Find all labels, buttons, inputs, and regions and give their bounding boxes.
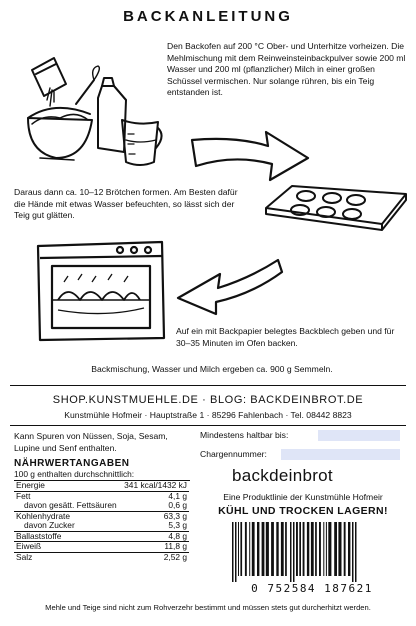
nutrient-label: davon Zucker — [24, 520, 75, 530]
nutrient-value: 4,1 g — [121, 491, 189, 501]
nutrition-title: NÄHRWERTANGABEN — [14, 458, 130, 469]
barcode-bar — [323, 522, 324, 576]
barcode-bar — [348, 522, 350, 576]
barcode-bar — [326, 522, 327, 576]
brand-logo: backdeinbrot — [232, 466, 333, 485]
arrow-left-icon — [166, 248, 286, 318]
best-before-label: Mindestens haltbar bis: — [200, 430, 289, 440]
barcode-bar — [238, 522, 239, 576]
barcode-bar — [252, 522, 255, 576]
barcode-bar — [266, 522, 269, 576]
barcode-bar — [249, 522, 250, 576]
barcode-bar — [299, 522, 301, 576]
barcode-bar — [334, 522, 337, 576]
nutrient-label: Ballaststoffe — [14, 531, 121, 542]
barcode — [228, 522, 398, 582]
baking-tray-illustration — [250, 180, 410, 240]
nutrition-table — [14, 481, 189, 562]
divider — [10, 425, 406, 426]
footer-note: Mehle und Teige sind nicht zum Rohverzehr bestimmt und müssen stets gut durcherhitzt werden. — [45, 603, 371, 612]
mixing-illustration — [14, 40, 164, 175]
nutrient-value: 0,6 g — [168, 500, 187, 510]
nutrient-label: Fett — [14, 491, 121, 501]
barcode-bar — [307, 522, 309, 576]
barcode-bar — [271, 522, 274, 576]
divider — [10, 385, 406, 386]
barcode-bar — [262, 522, 265, 576]
nutrition-row — [14, 481, 189, 491]
nutrient-value: 63,3 g — [121, 511, 189, 521]
barcode-bar — [285, 522, 287, 576]
nutrition-row — [14, 552, 189, 562]
nutrition-row — [14, 531, 189, 542]
batch-field[interactable] — [281, 449, 400, 460]
barcode-bar — [315, 522, 317, 576]
barcode-bar — [281, 522, 284, 576]
nutrient-value: 5,3 g — [168, 520, 187, 530]
storage-note: KÜHL UND TROCKEN LAGERN! — [218, 505, 388, 517]
nutrient-label: Kohlenhydrate — [14, 511, 121, 521]
brand-tagline: Eine Produktlinie der Kunstmühle Hofmeir — [223, 492, 383, 502]
barcode-bar — [338, 522, 341, 576]
barcode-bar — [311, 522, 314, 576]
nutrition-row — [14, 501, 189, 511]
batch-label: Chargennummer: — [200, 449, 267, 459]
nutrition-row — [14, 542, 189, 553]
nutrient-value: 341 kcal/1432 kJ — [124, 480, 187, 490]
barcode-bar — [232, 522, 234, 582]
barcode-bar — [296, 522, 298, 576]
nutrient-label: Eiweiß — [14, 542, 121, 553]
nutrient-label: Energie — [16, 480, 45, 490]
nutrient-value: 2,52 g — [121, 552, 189, 562]
barcode-number: 0 752584 187621 — [251, 582, 373, 595]
arrow-right-icon — [186, 118, 316, 188]
barcode-bar — [245, 522, 247, 576]
barcode-bar — [328, 522, 331, 576]
nutrition-row — [14, 521, 189, 531]
step-2-text: Daraus dann ca. 10–12 Brötchen formen. Am Besten dafür die Hände mit etwas Wasser befeuchten, so lässt sich der Teig gut glätten. — [14, 187, 238, 220]
barcode-bar — [344, 522, 346, 576]
web-contact: SHOP.KUNSTMUEHLE.DE · BLOG: BACKDEINBROT.DE — [52, 394, 364, 406]
nutrient-value: 11,8 g — [121, 542, 189, 553]
allergen-note: Kann Spuren von Nüssen, Soja, Sesam, Lupine und Senf enthalten. — [14, 431, 168, 453]
page-title: BACKANLEITUNG — [123, 8, 293, 25]
barcode-bar — [290, 522, 292, 582]
nutrient-label: Salz — [14, 552, 121, 562]
yield-note: Backmischung, Wasser und Milch ergeben ca. 900 g Semmeln. — [91, 364, 333, 374]
postal-address: Kunstmühle Hofmeir · Hauptstraße 1 · 85296 Fahlenbach · Tel. 08442 8823 — [64, 410, 352, 420]
nutrient-label: davon gesätt. Fettsäuren — [24, 500, 117, 510]
barcode-bar — [303, 522, 305, 576]
barcode-bar — [355, 522, 357, 582]
nutrition-panel — [14, 458, 190, 562]
barcode-bar — [240, 522, 242, 576]
barcode-bar — [235, 522, 237, 582]
nutrient-value: 4,8 g — [121, 531, 189, 542]
step-1-text: Den Backofen auf 200 °C Ober- und Unterhitze vorheizen. Die Mehlmischung mit dem Reinweinsteinbackpulver sowie 200 ml Wasser und 200 ml (pflanzlicher) Milch in einer großen Schüssel vermischen. Nur solange rühren, bis ein Teig entstanden ist. — [167, 41, 406, 97]
barcode-bar — [257, 522, 259, 576]
barcode-bar — [352, 522, 354, 582]
best-before-field[interactable] — [318, 430, 400, 441]
barcode-bar — [293, 522, 295, 582]
barcode-bar — [276, 522, 278, 576]
barcode-bar — [319, 522, 321, 576]
step-3-text: Auf ein mit Backpapier belegtes Backblech geben und für 30–35 Minuten im Ofen backen. — [176, 326, 395, 348]
oven-illustration — [34, 238, 168, 342]
nutrition-subtitle: 100 g enthalten durchschnittlich: — [14, 469, 190, 481]
